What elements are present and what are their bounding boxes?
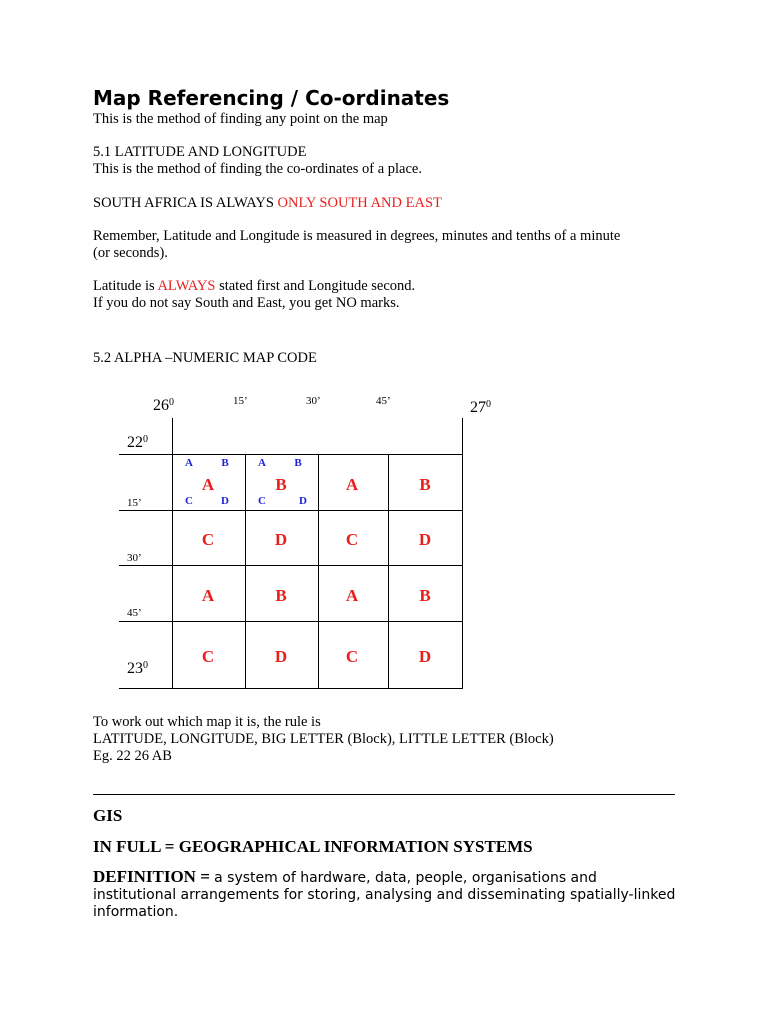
left-bottom-degree-label xyxy=(127,660,148,678)
left-minute-label: 15’ xyxy=(127,497,142,509)
left-bottom-degree-value: 23 xyxy=(127,660,143,677)
sub-block-letter: D xyxy=(221,495,229,507)
rule-line-1: To work out which map it is, the rule is xyxy=(93,714,321,730)
sub-block-letter: B xyxy=(294,457,302,469)
left-minute-label: 45’ xyxy=(127,607,142,619)
left-top-degree-label xyxy=(127,434,148,452)
sa-highlight: ONLY SOUTH AND EAST xyxy=(277,195,442,211)
sub-block-letter: A xyxy=(258,457,266,469)
block-letter: A xyxy=(201,586,215,605)
gis-definition xyxy=(93,867,597,887)
grid-line xyxy=(318,454,319,689)
rule-line-2: LATITUDE, LONGITUDE, BIG LETTER (Block), LITTLE LETTER (Block) xyxy=(93,731,554,747)
intro-text: This is the method of finding any point on the map xyxy=(93,111,388,127)
top-minute-label: 45’ xyxy=(376,395,391,407)
block-letter: C xyxy=(201,530,215,549)
gis-full-name: IN FULL = GEOGRAPHICAL INFORMATION SYSTEMS xyxy=(93,837,533,856)
block-letter: D xyxy=(274,530,288,549)
sub-block-letter: A xyxy=(185,457,193,469)
sa-prefix: SOUTH AFRICA IS ALWAYS xyxy=(93,195,278,211)
block-letter: B xyxy=(275,586,287,605)
top-right-degree-label xyxy=(470,399,491,417)
degree-sup: 0 xyxy=(486,399,491,410)
block-letter: D xyxy=(274,647,288,666)
degree-sup: 0 xyxy=(143,434,148,445)
block-letter: B xyxy=(275,475,287,494)
top-minute-label: 15’ xyxy=(233,395,248,407)
top-minute-label: 30’ xyxy=(306,395,321,407)
lat-highlight: ALWAYS xyxy=(157,278,216,294)
definition-text-2: institutional arrangements for storing, analysing and disseminating spatially-linked xyxy=(93,887,676,903)
block-letter: C xyxy=(345,647,359,666)
sub-block-letter: B xyxy=(221,457,229,469)
block-letter: C xyxy=(345,530,359,549)
grid-line xyxy=(119,565,463,566)
section-5-1-heading: 5.1 LATITUDE AND LONGITUDE xyxy=(93,144,307,160)
block-letter: A xyxy=(201,475,215,494)
section-5-2-heading: 5.2 ALPHA –NUMERIC MAP CODE xyxy=(93,350,317,366)
grid-line xyxy=(172,418,173,689)
definition-text-1: a system of hardware, data, people, organisations and xyxy=(214,870,597,886)
sub-block-letter: C xyxy=(258,495,266,507)
grid-line xyxy=(119,688,463,689)
block-letter: D xyxy=(418,647,432,666)
grid-line xyxy=(245,454,246,689)
top-left-degree-label xyxy=(153,397,174,415)
south-africa-statement xyxy=(93,195,442,212)
sub-block-letter: C xyxy=(185,495,193,507)
left-minute-label: 30’ xyxy=(127,552,142,564)
degree-sup: 0 xyxy=(143,660,148,671)
sub-block-letter: D xyxy=(299,495,307,507)
definition-text-3: information. xyxy=(93,904,179,920)
left-top-degree-value: 22 xyxy=(127,434,143,451)
grid-line xyxy=(388,454,389,689)
definition-label: DEFINITION = xyxy=(93,867,215,886)
gis-heading: GIS xyxy=(93,806,123,825)
top-left-degree-value: 26 xyxy=(153,397,169,414)
remember-line-2: (or seconds). xyxy=(93,245,168,261)
block-letter: A xyxy=(345,475,359,494)
grid-line xyxy=(119,621,463,622)
remember-line-1: Remember, Latitude and Longitude is measured in degrees, minutes and tenths of a minute xyxy=(93,228,621,244)
grid-line xyxy=(462,418,463,689)
block-letter: D xyxy=(418,530,432,549)
top-right-degree-value: 27 xyxy=(470,399,486,416)
block-letter: C xyxy=(201,647,215,666)
lat-prefix: Latitude is xyxy=(93,278,158,294)
lat-suffix: stated first and Longitude second. xyxy=(215,278,416,294)
latitude-statement xyxy=(93,278,415,295)
block-letter: B xyxy=(419,586,431,605)
section-5-1-line: This is the method of finding the co-ordinates of a place. xyxy=(93,161,422,177)
block-letter: B xyxy=(419,475,431,494)
block-letter: A xyxy=(345,586,359,605)
degree-sup: 0 xyxy=(169,397,174,408)
grid-line xyxy=(119,454,463,455)
grid-line xyxy=(119,510,463,511)
page-title: Map Referencing / Co-ordinates xyxy=(93,86,450,110)
marks-statement: If you do not say South and East, you get NO marks. xyxy=(93,295,400,311)
rule-example: Eg. 22 26 AB xyxy=(93,748,172,764)
section-divider xyxy=(93,794,675,795)
